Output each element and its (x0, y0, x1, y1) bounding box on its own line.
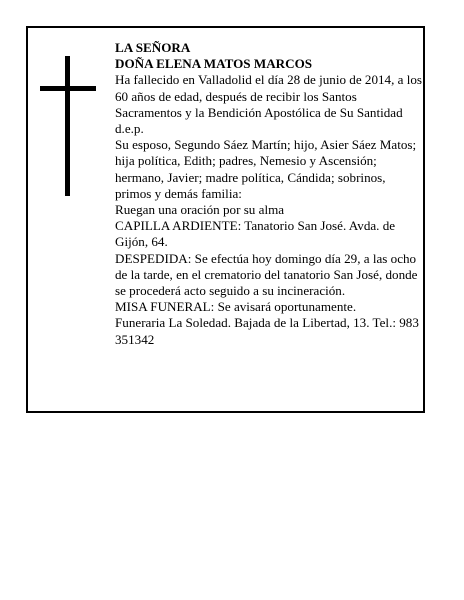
death-announcement: Ha fallecido en Valladolid el día 28 de junio de 2014, a los 60 años de edad, después de recibir los Santos Sacramentos y la Bendición Apostólica de Su Santidad d.e.p. (115, 72, 423, 137)
latin-cross-icon (40, 56, 96, 196)
funeral-mass-info: MISA FUNERAL: Se avisará oportunamente. (115, 299, 357, 315)
farewell-info: DESPEDIDA: Se efectúa hoy domingo día 29, a las ocho de la tarde, en el crematorio del tanatorio San José, donde se procederá acto seguido a su incineración. (115, 250, 418, 299)
chapel-info: CAPILLA ARDIENTE: Tanatorio San José. Avda. de Gijón, 64. (115, 218, 396, 250)
prayer-request: Ruegan una oración por su alma (115, 202, 285, 218)
deceased-name: DOÑA ELENA MATOS MARCOS (115, 56, 313, 72)
cross-vertical-bar (65, 56, 70, 196)
notice-title: LA SEÑORA (115, 40, 191, 55)
cross-horizontal-bar (40, 86, 96, 91)
funeral-home-info: Funeraria La Soledad. Bajada de la Libertad, 13. Tel.: 983 351342 (115, 315, 419, 347)
family-list: Su esposo, Segundo Sáez Martín; hijo, Asier Sáez Matos; hija política, Edith; padres, Nemesio y Ascensión; hermano, Javier; madre política, Cándida; sobrinos, primos y demás familia: (115, 137, 417, 201)
obituary-text (115, 40, 425, 348)
